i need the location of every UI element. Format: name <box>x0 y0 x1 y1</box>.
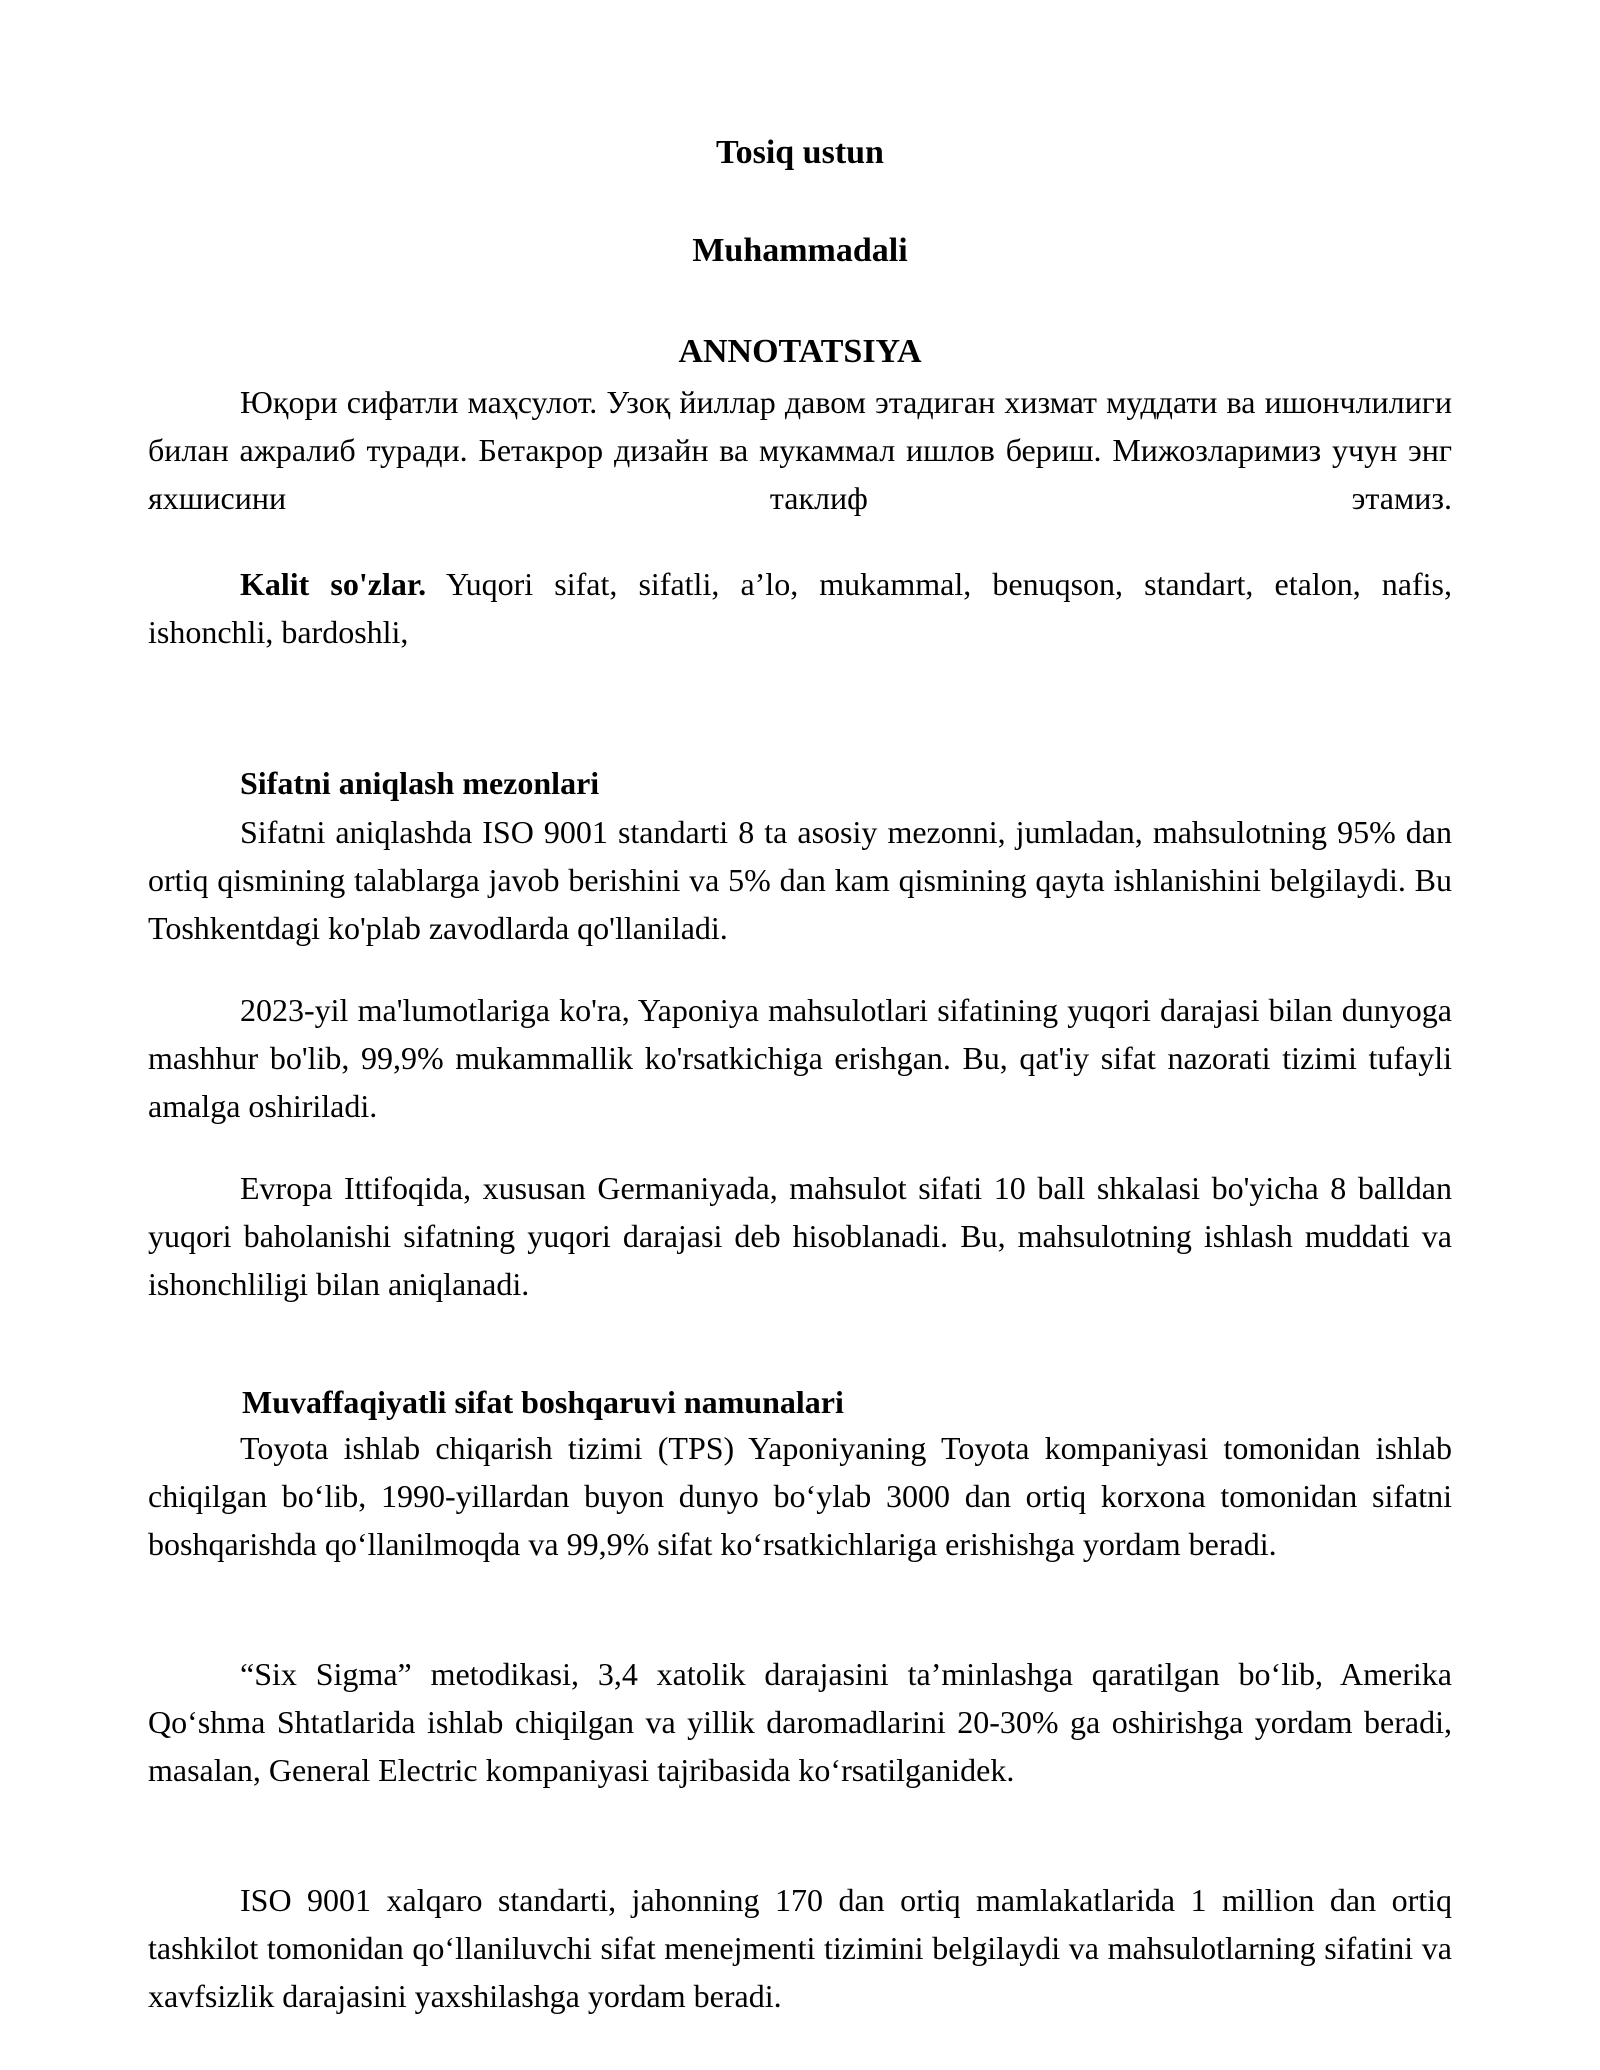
keywords-label: Kalit so'zlar. <box>240 566 427 602</box>
document-title: Tosiq ustun <box>716 134 884 171</box>
abstract-heading: ANNOTATSIYA <box>678 333 922 370</box>
paragraph-examples-1: Toyota ishlab chiqarish tizimi (TPS) Yaponiyaning Toyota kompaniyasi tomonidan ishlab chiqilgan bo‘lib, 1990-yillardan buyon dunyo bo‘ylab 3000 dan ortiq korxona tomonidan sifatni boshqarishda qo‘llanilmoqda va 99,9% sifat ko‘rsatkichlariga erishishga yordam beradi. <box>148 1430 1452 1562</box>
keywords-paragraph <box>148 560 1452 656</box>
paragraph-criteria-2: 2023-yil ma'lumotlariga ko'ra, Yaponiya mahsulotlari sifatining yuqori darajasi bilan dunyoga mashhur bo'lib, 99,9% mukammallik ko'rsatkichiga erishgan. Bu, qat'iy sifat nazorati tizimi tufayli amalga oshiriladi. <box>148 992 1452 1124</box>
section-heading-examples: Muvaffaqiyatli sifat boshqaruvi namunalari <box>242 1384 844 1420</box>
paragraph-criteria-1: Sifatni aniqlashda ISO 9001 standarti 8 ta asosiy mezonni, jumladan, mahsulotning 95% dan ortiq qismining talablarga javob berishini va 5% dan kam qismining qayta ishlanishini belgilaydi. Bu Toshkentdagi ko'plab zavodlarda qo'llaniladi. <box>148 814 1452 946</box>
document-author: Muhammadali <box>692 232 908 269</box>
section-heading-criteria: Sifatni aniqlash mezonlari <box>240 765 600 801</box>
paragraph-examples-3: ISO 9001 xalqaro standarti, jahonning 170 dan ortiq mamlakatlarida 1 million dan ortiq tashkilot tomonidan qo‘llaniluvchi sifat menejmenti tizimini belgilaydi va mahsulotlarning sifatini va xavfsizlik darajasini yaxshilashga yordam beradi. <box>148 1882 1452 2014</box>
keywords-text: Yuqori sifat, sifatli, a’lo, mukammal, benuqson, standart, etalon, nafis, ishonchli, bardoshli, <box>148 566 1453 650</box>
paragraph-examples-2: “Six Sigma” metodikasi, 3,4 xatolik darajasini ta’minlashga qaratilgan bo‘lib, Amerika Qo‘shma Shtatlarida ishlab chiqilgan va yillik daromadlarini 20-30% ga oshirishga yordam beradi, masalan, General Electric kompaniyasi tajribasida ko‘rsatilganidek. <box>148 1656 1452 1788</box>
paragraph-criteria-3: Evropa Ittifoqida, xususan Germaniyada, mahsulot sifati 10 ball shkalasi bo'yicha 8 balldan yuqori baholanishi sifatning yuqori darajasi deb hisoblanadi. Bu, mahsulotning ishlash muddati va ishonchliligi bilan aniqlanadi. <box>148 1170 1452 1302</box>
abstract-body: Юқори сифатли маҳсулот. Узоқ йиллар давом этадиган хизмат муддати ва ишончлилиги билан ажралиб туради. Бетакрор дизайн ва мукаммал ишлов бериш. Мижозларимиз учун энг яхшисини таклиф этамиз. <box>148 384 1452 516</box>
